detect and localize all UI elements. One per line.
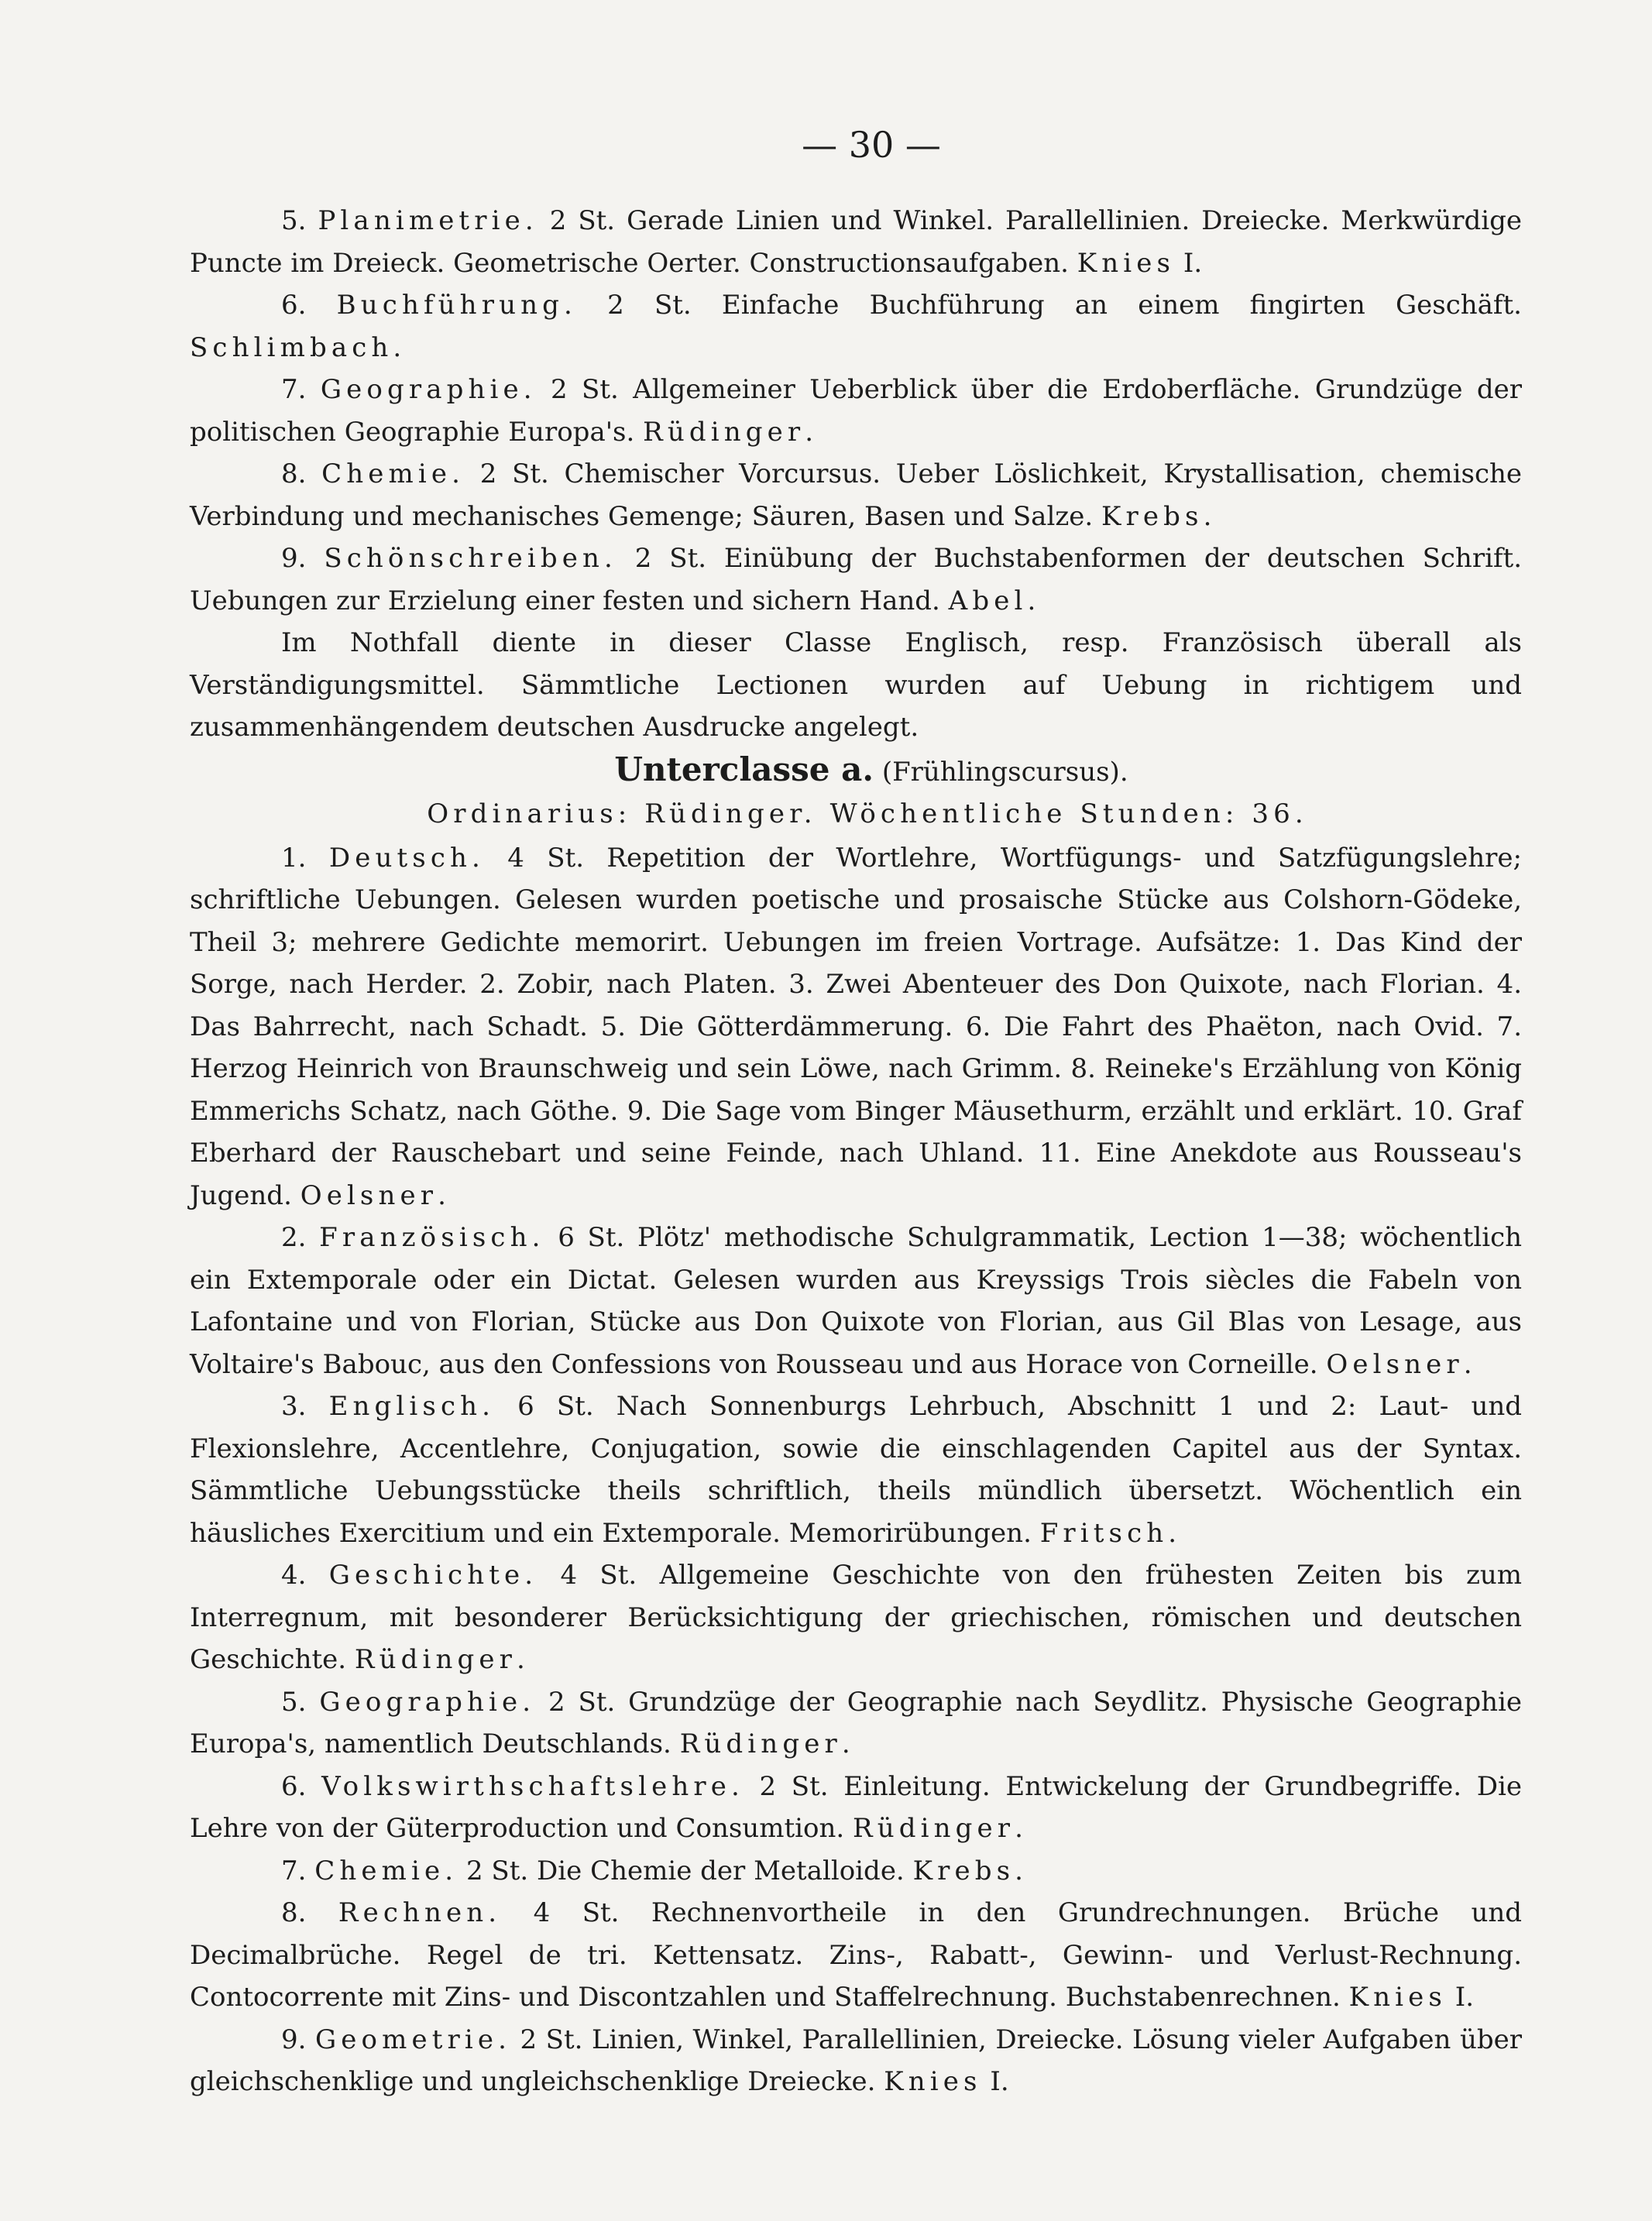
course-label: (Frühlingscursus). <box>881 756 1128 788</box>
page-number: — 30 — <box>802 124 941 166</box>
teacher-name: Knies <box>884 2066 982 2097</box>
subject-name: Schönschreiben. <box>324 543 617 574</box>
note-paragraph: Im Nothfall diente in dieser Classe Englisch, resp. Französisch überall als Verständigungsmittel. Sämmtliche Lectionen wurden auf Uebung in richtigem und zusammenhängendem deutschen Ausdrucke angelegt. <box>190 627 1522 743</box>
list-item: 7. Geographie. 2 St. Allgemeiner Ueberblick über die Erdoberfläche. Grundzüge der politischen Geographie Europa's. Rüdinger. <box>190 374 1522 448</box>
teacher-name: Rüdinger <box>852 1813 1015 1844</box>
list-item: 1. Deutsch. 4 St. Repetition der Wortlehre, Wortfügungs- und Satzfügungslehre; schriftliche Uebungen. Gelesen wurden poetische und prosaische Stücke aus Colshorn-Gödeke, Theil 3; mehrere Gedichte memorirt. Uebungen im freien Vortrage. Aufsätze: 1. Das Kind der Sorge, nach Herder. 2. Zobir, nach Platen. 3. Zwei Abenteuer des Don Quixote, nach Florian. 4. Das Bahrrecht, nach Schadt. 5. Die Götterdämmerung. 6. Die Fahrt des Phaëton, nach Ovid. 7. Herzog Heinrich von Braunschweig und sein Löwe, nach Grimm. 8. Reineke's Erzählung von König Emmerichs Schatz, nach Göthe. 9. Die Sage vom Binger Mäusethurm, erzählt und erklärt. 10. Graf Eberhard der Rauschebart und seine Feinde, nach Uhland. 11. Eine Anekdote aus Rousseau's Jugend. Oelsner. <box>190 842 1522 1211</box>
list-item: 6. Volkswirthschaftslehre. 2 St. Einleitung. Entwickelung der Grundbegriffe. Die Lehre von der Güterproduction und Consumtion. Rüdinger. <box>190 1770 1522 1844</box>
section-oberclasse-continued <box>190 200 1522 749</box>
list-item: 2. Französisch. 6 St. Plötz' methodische Schulgrammatik, Lection 1—38; wöchentlich ein Extemporale oder ein Dictat. Gelesen wurden aus Kreyssigs Trois siècles die Fabeln von Lafontaine und von Florian, Stücke aus Don Quixote von Florian, aus Gil Blas von Lesage, aus Voltaire's Babouc, aus den Confessions von Rousseau und aus Horace von Corneille. Oelsner. <box>190 1222 1523 1380</box>
teacher-name: Rüdinger <box>643 416 805 448</box>
subject-name: Rechnen. <box>338 1897 502 1928</box>
list-item: 9. Schönschreiben. 2 St. Einübung der Buchstabenformen der deutschen Schrift. Uebungen zur Erzielung einer festen und sichern Hand. Abel. <box>190 543 1523 616</box>
subject-name: Französisch. <box>319 1222 545 1253</box>
subject-name: Geschichte. <box>328 1560 538 1591</box>
subject-name: Englisch. <box>328 1391 496 1422</box>
teacher-name: Krebs <box>1101 500 1204 532</box>
subject-name: Deutsch. <box>328 842 485 874</box>
list-item: 8. Chemie. 2 St. Chemischer Vorcursus. Ueber Löslichkeit, Krystallisation, chemische Verbindung und mechanisches Gemenge; Säuren, Basen und Salze. Krebs. <box>190 458 1523 532</box>
section-unterclasse-a <box>190 749 1522 2103</box>
subject-name: Chemie. <box>314 1855 459 1886</box>
teacher-name: Krebs <box>912 1855 1015 1886</box>
teacher-name: Oelsner <box>1326 1348 1464 1380</box>
subject-name: Geographie. <box>319 1686 536 1718</box>
teacher-name: Knies <box>1348 1982 1447 2013</box>
subject-name: Buchführung. <box>336 290 577 321</box>
teacher-name: Rüdinger <box>679 1728 842 1759</box>
list-item: 7. Chemie. 2 St. Die Chemie der Metalloide. Krebs. <box>281 1855 1023 1886</box>
subject-name: Volkswirthschaftslehre. <box>321 1770 744 1802</box>
teacher-name: Rüdinger <box>354 1644 517 1675</box>
list-item: 5. Geographie. 2 St. Grundzüge der Geographie nach Seydlitz. Physische Geographie Europa's, namentlich Deutschlands. Rüdinger. <box>190 1686 1522 1759</box>
teacher-name: Schlimbach <box>190 331 393 363</box>
list-item: 9. Geometrie. 2 St. Linien, Winkel, Parallellinien, Dreiecke. Lösung vieler Aufgaben über gleichschenklige und ungleichschenklige Dreiecke. Knies I. <box>190 2024 1522 2097</box>
section-heading <box>190 749 1522 794</box>
subject-name: Chemie. <box>321 458 465 489</box>
teacher-name: Fritsch <box>1039 1517 1169 1549</box>
subject-name: Geographie. <box>320 374 537 405</box>
list-item: 3. Englisch. 6 St. Nach Sonnenburgs Lehrbuch, Abschnitt 1 und 2: Laut- und Flexionslehre, Accentlehre, Conjugation, sowie die einschlagenden Capitel aus der Syntax. Sämmtliche Uebungsstücke theils schriftlich, theils mündlich übersetzt. Wöchentlich ein häusliches Exercitium und ein Extemporale. Memorirübungen. Fritsch. <box>190 1391 1522 1549</box>
teacher-name: Abel <box>948 585 1028 616</box>
teacher-name: Oelsner <box>300 1179 438 1211</box>
list-item: 4. Geschichte. 4 St. Allgemeine Geschichte von den frühesten Zeiten bis zum Interregnum, mit besonderer Berücksichtigung der griechischen, römischen und deutschen Geschichte. Rüdinger. <box>190 1560 1523 1675</box>
list-item: 6. Buchführung. 2 St. Einfache Buchführung an einem fingirten Geschäft. Schlimbach. <box>190 290 1522 363</box>
subject-name: Planimetrie. <box>318 205 538 236</box>
subject-name: Geometrie. <box>314 2024 512 2055</box>
list-item: 5. Planimetrie. 2 St. Gerade Linien und Winkel. Parallellinien. Dreiecke. Merkwürdige Puncte im Dreieck. Geometrische Oerter. Constructionsaufgaben. Knies I. <box>190 205 1522 279</box>
section-title: Unterclasse a. <box>614 750 874 788</box>
teacher-name: Knies <box>1077 247 1176 279</box>
list-item: 8. Rechnen. 4 St. Rechnenvortheile in den Grundrechnungen. Brüche und Decimalbrüche. Regel de tri. Kettensatz. Zins-, Rabatt-, Gewinn- und Verlust-Rechnung. Contocorrente mit Zins- und Discontzahlen und Staffelrechnung. Buchstabenrechnen. Knies I. <box>190 1897 1522 2013</box>
ordinarius-line: Ordinarius: Rüdinger. Wöchentliche Stunden: 36. <box>427 798 1308 829</box>
